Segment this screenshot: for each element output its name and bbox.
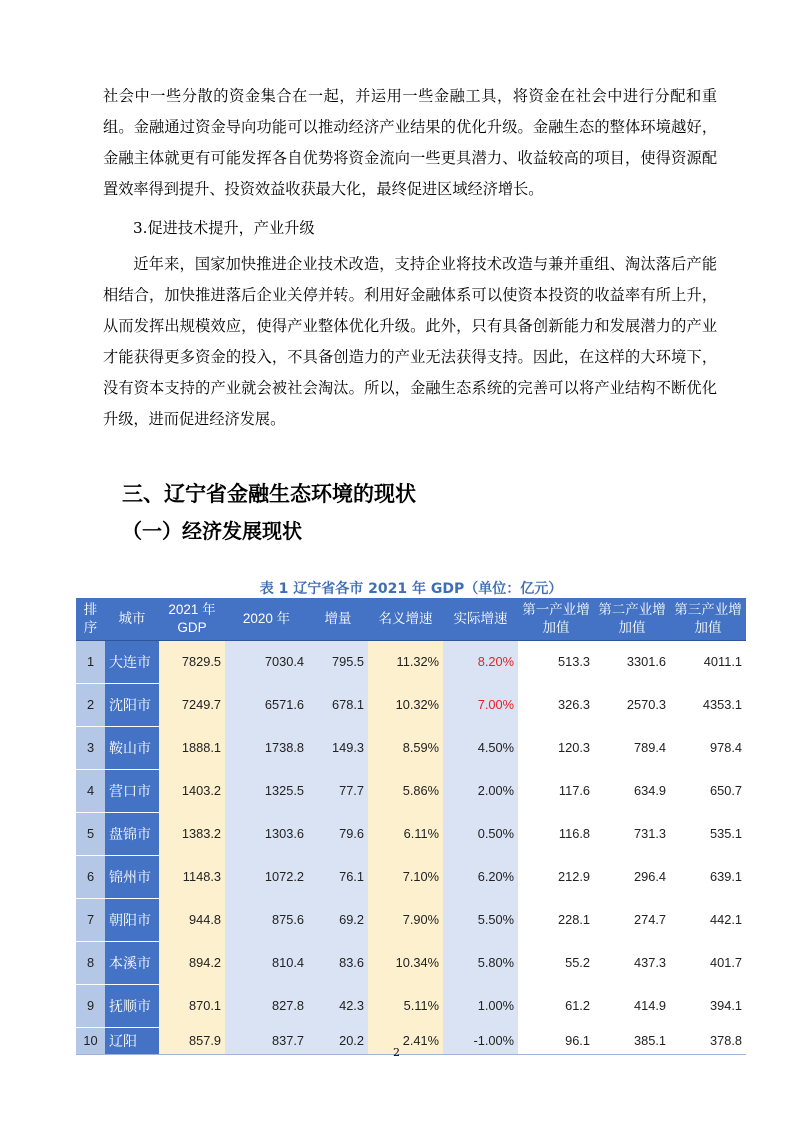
table-row	[76, 899, 746, 942]
cell-secondary-industry: 296.4	[594, 856, 670, 899]
page-number: 2	[393, 1046, 400, 1059]
table-row	[76, 856, 746, 899]
cell-nominal-growth: 10.32%	[368, 684, 443, 727]
cell-increment: 77.7	[308, 770, 368, 813]
cell-primary-industry: 120.3	[518, 727, 594, 770]
cell-primary-industry: 228.1	[518, 899, 594, 942]
cell-city: 锦州市	[105, 856, 159, 899]
section-heading: （一）经济发展现状	[122, 519, 302, 543]
cell-primary-industry: 326.3	[518, 684, 594, 727]
cell-rank: 2	[76, 684, 105, 727]
cell-tertiary-industry: 442.1	[670, 899, 746, 942]
cell-increment: 678.1	[308, 684, 368, 727]
cell-city: 抚顺市	[105, 985, 159, 1028]
cell-real-growth: 7.00%	[443, 684, 518, 727]
cell-increment: 79.6	[308, 813, 368, 856]
cell-rank: 5	[76, 813, 105, 856]
cell-nominal-growth: 11.32%	[368, 641, 443, 684]
table-row	[76, 813, 746, 856]
cell-real-growth: 2.00%	[443, 770, 518, 813]
cell-real-growth: 5.80%	[443, 942, 518, 985]
cell-tertiary-industry: 978.4	[670, 727, 746, 770]
cell-real-growth: 1.00%	[443, 985, 518, 1028]
cell-gdp-2020: 827.8	[225, 985, 308, 1028]
cell-nominal-growth: 2.41%	[368, 1028, 443, 1055]
cell-primary-industry: 513.3	[518, 641, 594, 684]
cell-tertiary-industry: 650.7	[670, 770, 746, 813]
cell-city: 本溪市	[105, 942, 159, 985]
section-subheading: 3.促进技术提升，产业升级	[133, 219, 315, 237]
cell-gdp-2020: 1303.6	[225, 813, 308, 856]
cell-gdp-2021: 1148.3	[159, 856, 225, 899]
header-gdp-2021: 2021 年 GDP	[159, 598, 225, 641]
cell-rank: 3	[76, 727, 105, 770]
header-nominal-growth: 名义增速	[368, 598, 443, 641]
cell-rank: 7	[76, 899, 105, 942]
cell-primary-industry: 96.1	[518, 1028, 594, 1055]
cell-gdp-2021: 7249.7	[159, 684, 225, 727]
cell-increment: 149.3	[308, 727, 368, 770]
cell-tertiary-industry: 4353.1	[670, 684, 746, 727]
cell-city: 大连市	[105, 641, 159, 684]
cell-tertiary-industry: 535.1	[670, 813, 746, 856]
cell-gdp-2021: 894.2	[159, 942, 225, 985]
header-primary-industry: 第一产业增加值	[518, 598, 594, 641]
cell-tertiary-industry: 401.7	[670, 942, 746, 985]
cell-city: 营口市	[105, 770, 159, 813]
cell-gdp-2021: 870.1	[159, 985, 225, 1028]
cell-rank: 8	[76, 942, 105, 985]
cell-nominal-growth: 6.11%	[368, 813, 443, 856]
cell-gdp-2020: 1072.2	[225, 856, 308, 899]
cell-city: 鞍山市	[105, 727, 159, 770]
cell-rank: 6	[76, 856, 105, 899]
cell-primary-industry: 55.2	[518, 942, 594, 985]
cell-primary-industry: 212.9	[518, 856, 594, 899]
chapter-heading: 三、辽宁省金融生态环境的现状	[122, 482, 416, 506]
cell-city: 沈阳市	[105, 684, 159, 727]
cell-city: 辽阳	[105, 1028, 159, 1055]
cell-nominal-growth: 5.11%	[368, 985, 443, 1028]
cell-secondary-industry: 2570.3	[594, 684, 670, 727]
header-real-growth: 实际增速	[443, 598, 518, 641]
body-paragraph: 近年来，国家加快推进企业技术改造，支持企业将技术改造与兼并重组、淘汰落后产能相结合，加快推进落后企业关停并转。利用好金融体系可以使资本投资的收益率有所上升，从而发挥出规模效应，使得产业整体优化升级。此外，只有具备创新能力和发展潜力的产业才能获得更多资金的投入，不具备创造力的产业无法获得支持。因此，在这样的大环境下，没有资本支持的产业就会被社会淘汰。所以，金融生态系统的完善可以将产业结构不断优化升级，进而促进经济发展。	[103, 255, 717, 428]
header-tertiary-industry: 第三产业增加值	[670, 598, 746, 641]
cell-nominal-growth: 5.86%	[368, 770, 443, 813]
table-row	[76, 942, 746, 985]
cell-secondary-industry: 3301.6	[594, 641, 670, 684]
cell-gdp-2021: 1403.2	[159, 770, 225, 813]
table-row	[76, 684, 746, 727]
cell-rank: 4	[76, 770, 105, 813]
header-increment: 增量	[308, 598, 368, 641]
body-paragraph: 社会中一些分散的资金集合在一起，并运用一些金融工具，将资金在社会中进行分配和重组。金融通过资金导向功能可以推动经济产业结果的优化升级。金融生态的整体环境越好，金融主体就更有可能发挥各自优势将资金流向一些更具潜力、收益较高的项目，使得资源配置效率得到提升、投资效益收获最大化，最终促进区域经济增长。	[103, 87, 717, 198]
cell-rank: 10	[76, 1028, 105, 1055]
cell-increment: 20.2	[308, 1028, 368, 1055]
table-row	[76, 641, 746, 684]
cell-secondary-industry: 385.1	[594, 1028, 670, 1055]
header-city: 城市	[105, 598, 159, 641]
header-rank: 排序	[76, 598, 105, 641]
cell-tertiary-industry: 394.1	[670, 985, 746, 1028]
gdp-table	[76, 598, 746, 1055]
cell-nominal-growth: 10.34%	[368, 942, 443, 985]
cell-tertiary-industry: 639.1	[670, 856, 746, 899]
cell-gdp-2020: 875.6	[225, 899, 308, 942]
table-caption: 表 1 辽宁省各市 2021 年 GDP（单位：亿元）	[259, 581, 563, 597]
cell-secondary-industry: 789.4	[594, 727, 670, 770]
cell-gdp-2020: 1325.5	[225, 770, 308, 813]
cell-secondary-industry: 437.3	[594, 942, 670, 985]
cell-gdp-2020: 810.4	[225, 942, 308, 985]
cell-gdp-2021: 1383.2	[159, 813, 225, 856]
cell-primary-industry: 116.8	[518, 813, 594, 856]
cell-secondary-industry: 414.9	[594, 985, 670, 1028]
cell-increment: 83.6	[308, 942, 368, 985]
cell-increment: 76.1	[308, 856, 368, 899]
cell-secondary-industry: 634.9	[594, 770, 670, 813]
cell-real-growth: -1.00%	[443, 1028, 518, 1055]
cell-tertiary-industry: 378.8	[670, 1028, 746, 1055]
cell-real-growth: 8.20%	[443, 641, 518, 684]
cell-real-growth: 6.20%	[443, 856, 518, 899]
cell-nominal-growth: 7.10%	[368, 856, 443, 899]
cell-real-growth: 4.50%	[443, 727, 518, 770]
table-body	[76, 641, 746, 1055]
cell-increment: 42.3	[308, 985, 368, 1028]
cell-gdp-2021: 1888.1	[159, 727, 225, 770]
cell-increment: 69.2	[308, 899, 368, 942]
cell-primary-industry: 61.2	[518, 985, 594, 1028]
cell-city: 朝阳市	[105, 899, 159, 942]
cell-gdp-2020: 837.7	[225, 1028, 308, 1055]
table-row	[76, 727, 746, 770]
cell-secondary-industry: 274.7	[594, 899, 670, 942]
header-secondary-industry: 第二产业增加值	[594, 598, 670, 641]
cell-gdp-2021: 857.9	[159, 1028, 225, 1055]
table-header-row	[76, 598, 746, 641]
cell-rank: 1	[76, 641, 105, 684]
cell-nominal-growth: 7.90%	[368, 899, 443, 942]
cell-primary-industry: 117.6	[518, 770, 594, 813]
cell-secondary-industry: 731.3	[594, 813, 670, 856]
cell-city: 盘锦市	[105, 813, 159, 856]
cell-tertiary-industry: 4011.1	[670, 641, 746, 684]
header-gdp-2020: 2020 年	[225, 598, 308, 641]
cell-real-growth: 5.50%	[443, 899, 518, 942]
cell-nominal-growth: 8.59%	[368, 727, 443, 770]
table-row	[76, 985, 746, 1028]
cell-gdp-2021: 7829.5	[159, 641, 225, 684]
cell-increment: 795.5	[308, 641, 368, 684]
cell-rank: 9	[76, 985, 105, 1028]
table-row	[76, 770, 746, 813]
cell-gdp-2020: 6571.6	[225, 684, 308, 727]
cell-real-growth: 0.50%	[443, 813, 518, 856]
cell-gdp-2021: 944.8	[159, 899, 225, 942]
cell-gdp-2020: 1738.8	[225, 727, 308, 770]
cell-gdp-2020: 7030.4	[225, 641, 308, 684]
